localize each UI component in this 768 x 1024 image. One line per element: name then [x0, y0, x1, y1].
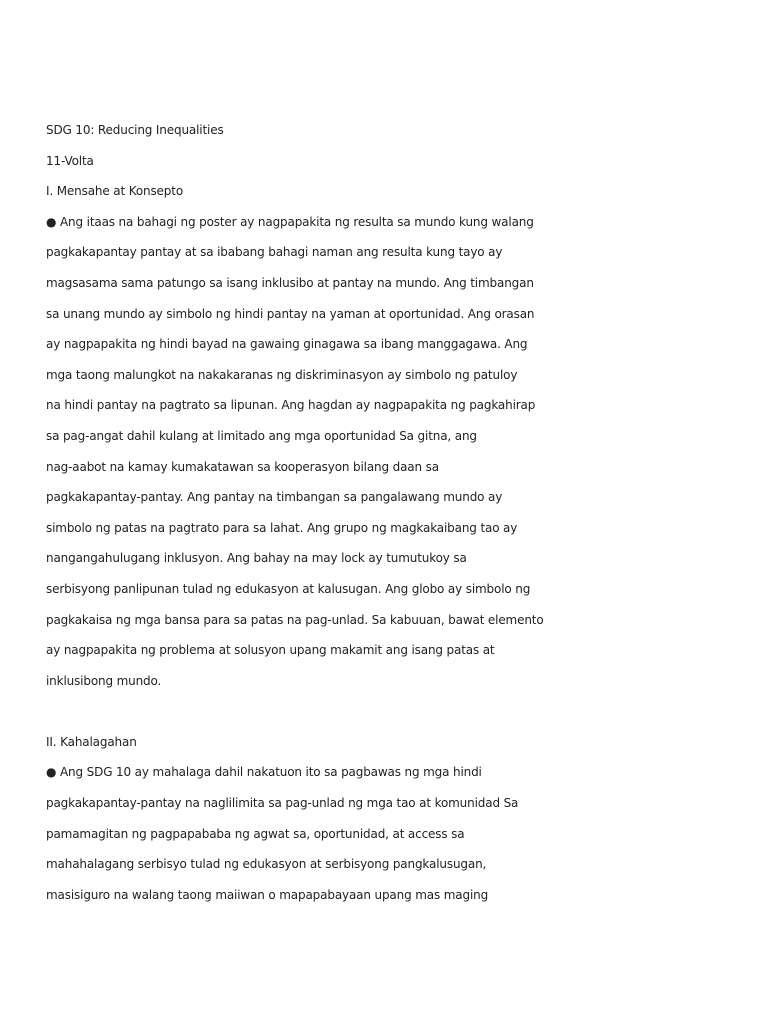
paragraph-line: mahahalagang serbisyo tulad ng edukasyon at serbisyong pangkalusugan,: [46, 857, 487, 872]
paragraph-line: sa unang mundo ay simbolo ng hindi pantay na yaman at oportunidad. Ang orasan: [46, 306, 535, 321]
paragraph-line: ay nagpapakita ng problema at solusyon upang makamit ang isang patas at: [46, 643, 495, 658]
part1-heading: I. Mensahe at Konsepto: [46, 184, 184, 199]
paragraph-line: serbisyong panlipunan tulad ng edukasyon at kalusugan. Ang globo ay simbolo ng: [46, 581, 531, 596]
paragraph-line: inklusibong mundo.: [46, 673, 162, 688]
paragraph-line: nangangahulugang inklusyon. Ang bahay na may lock ay tumutukoy sa: [46, 551, 467, 566]
paragraph-line: ● Ang SDG 10 ay mahalaga dahil nakatuon ito sa pagbawas ng mga hindi: [46, 765, 482, 780]
paragraph-line: ay nagpapakita ng hindi bayad na gawaing ginagawa sa ibang manggagawa. Ang: [46, 337, 528, 352]
paragraph-line: masisiguro na walang taong maiiwan o mapapabayaan upang mas maging: [46, 887, 489, 902]
part1-paragraph: [46, 213, 768, 703]
paragraph-line: pagkakapantay pantay at sa ibabang bahagi naman ang resulta kung tayo ay: [46, 245, 503, 260]
part2-heading: II. Kahalagahan: [46, 734, 137, 749]
paragraph-line: na hindi pantay na pagtrato sa lipunan. Ang hagdan ay nagpapakita ng pagkahirap: [46, 398, 536, 413]
paragraph-line: nag-aabot na kamay kumakatawan sa kooperasyon bilang daan sa: [46, 459, 439, 474]
paragraph-line: pamamagitan ng pagpapababa ng agwat sa, oportunidad, at access sa: [46, 826, 465, 841]
section-spacer: [46, 702, 768, 733]
paragraph-line: simbolo ng patas na pagtrato para sa lahat. Ang grupo ng magkakaibang tao ay: [46, 520, 518, 535]
paragraph-line: mga taong malungkot na nakakaranas ng diskriminasyon ay simbolo ng patuloy: [46, 367, 518, 382]
paragraph-line: sa pag-angat dahil kulang at limitado ang mga oportunidad Sa gitna, ang: [46, 428, 477, 443]
paragraph-line: pagkakapantay-pantay. Ang pantay na timbangan sa pangalawang mundo ay: [46, 490, 503, 505]
paragraph-line: magsasama sama patungo sa isang inklusibo at pantay na mundo. Ang timbangan: [46, 275, 534, 290]
document-title: SDG 10: Reducing Inequalities: [46, 123, 224, 137]
paragraph-line: pagkakaisa ng mga bansa para sa patas na pag-unlad. Sa kabuuan, bawat elemento: [46, 612, 544, 627]
part2-paragraph: [46, 763, 768, 916]
section-class: 11-Volta: [46, 153, 94, 168]
paragraph-line: ● Ang itaas na bahagi ng poster ay nagpapakita ng resulta sa mundo kung walang: [46, 214, 534, 229]
paragraph-line: pagkakapantay-pantay na naglilimita sa pag-unlad ng mga tao at komunidad Sa: [46, 796, 519, 811]
